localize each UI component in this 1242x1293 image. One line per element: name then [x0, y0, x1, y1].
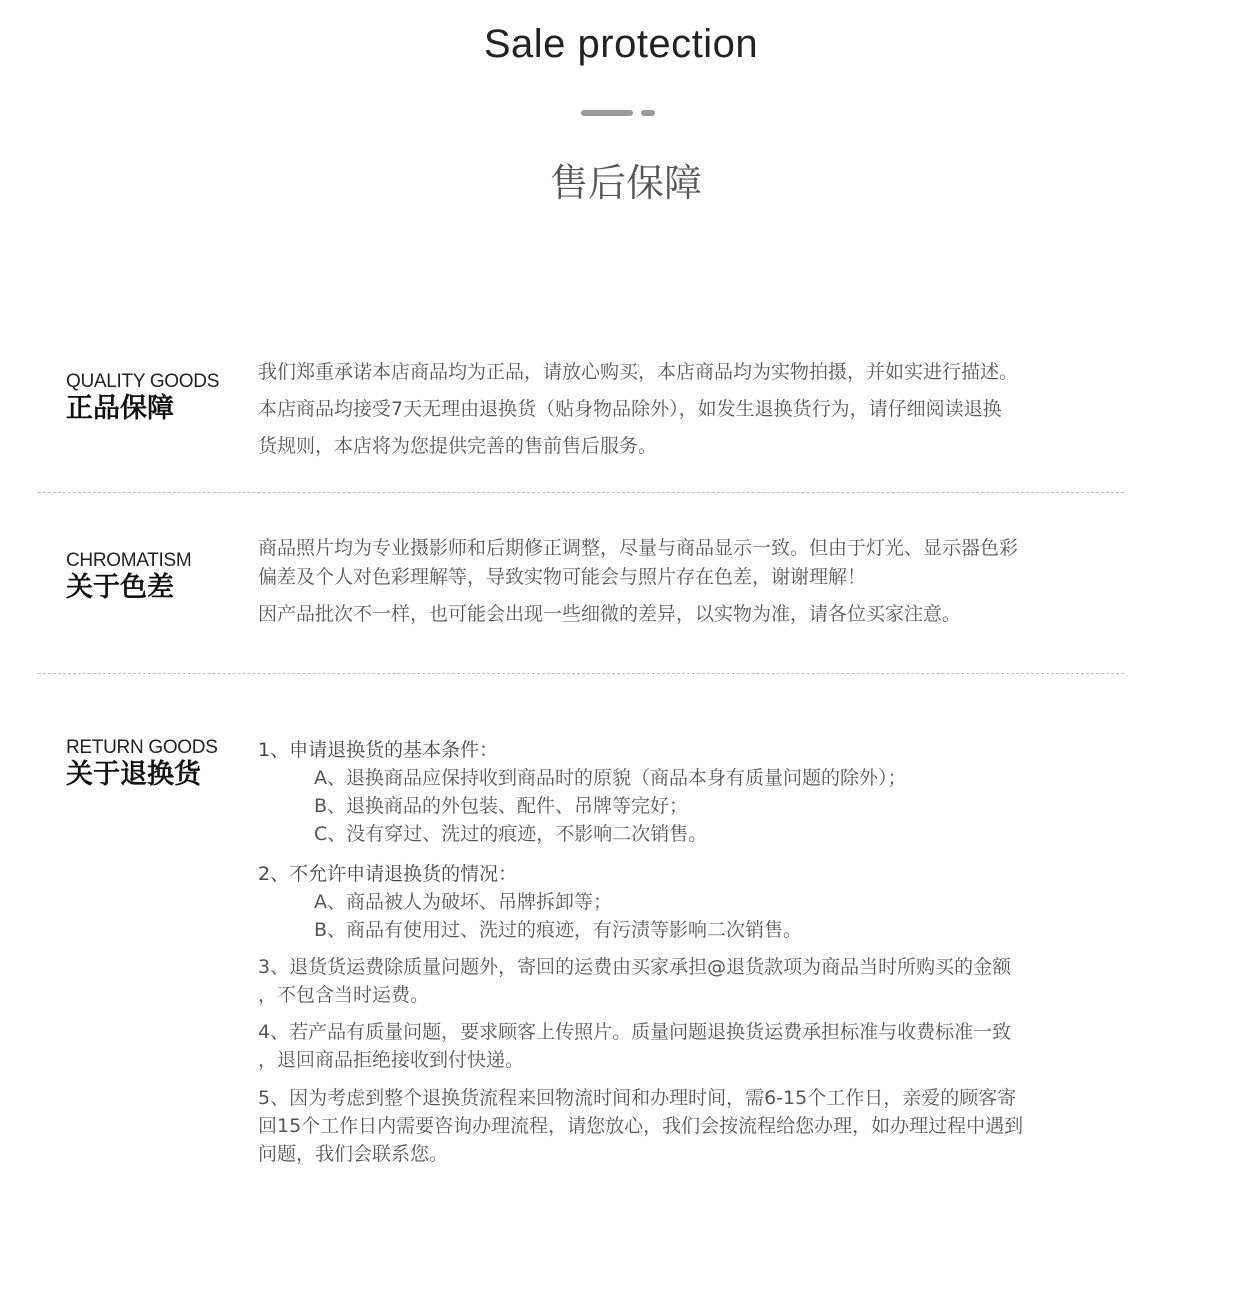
return-label-cn: 关于退换货 — [66, 759, 201, 790]
return-item-line: 回15个工作日内需要咨询办理流程，请您放心，我们会按流程给您办理，如办理过程中遇到 — [258, 1115, 1024, 1137]
quality-line: 我们郑重承诺本店商品均为正品，请放心购买，本店商品均为实物拍摄，并如实进行描述。 — [258, 361, 1019, 383]
quality-content — [258, 354, 1128, 465]
return-label-en: RETURN GOODS — [66, 737, 218, 758]
return-sub-item: A、商品被人为破坏、吊牌拆卸等； — [314, 891, 612, 913]
chromatism-label-en: CHROMATISM — [66, 550, 192, 571]
page-title-en: Sale protection — [483, 22, 759, 66]
return-item-line: 3、退货货运费除质量问题外，寄回的运费由买家承担@退货款项为商品当时所购买的金额 — [258, 956, 1012, 978]
chromatism-line: 商品照片均为专业摄影师和后期修正调整，尽量与商品显示一致。但由于灯光、显示器色彩 — [258, 537, 1019, 559]
return-sub-item: A、退换商品应保持收到商品时的原貌（商品本身有质量问题的除外）； — [314, 767, 907, 789]
quality-label-en: QUALITY GOODS — [66, 371, 220, 392]
return-item-3 — [258, 953, 1128, 1009]
chromatism-label-cn: 关于色差 — [66, 572, 174, 603]
chromatism-line: 偏差及个人对色彩理解等，导致实物可能会与照片存在色差，谢谢理解！ — [258, 566, 867, 588]
return-sub-item: B、商品有使用过、洗过的痕迹，有污渍等影响二次销售。 — [314, 919, 803, 941]
return-item-line: 4、若产品有质量问题，要求顾客上传照片。质量问题退换货运费承担标准与收费标准一致 — [258, 1021, 1012, 1043]
chromatism-content — [258, 534, 1128, 629]
chromatism-line: 因产品批次不一样，也可能会出现一些细微的差异，以实物为准，请各位买家注意。 — [258, 603, 962, 625]
return-item-4 — [258, 1018, 1128, 1074]
return-item-line: 5、因为考虑到整个退换货流程来回物流时间和办理时间，需6-15个工作日，亲爱的顾客寄 — [258, 1087, 1017, 1109]
return-item-heading: 2、不允许申请退换货的情况： — [258, 863, 518, 885]
return-sub-item: B、退换商品的外包装、配件、吊牌等完好； — [314, 795, 689, 817]
return-item-line: ，退回商品拒绝接收到付快递。 — [258, 1049, 525, 1071]
quality-section-label — [66, 371, 246, 425]
return-content — [258, 736, 1128, 1168]
return-item-line: ，不包含当时运费。 — [258, 984, 430, 1006]
return-sub-item: C、没有穿过、洗过的痕迹，不影响二次销售。 — [314, 823, 708, 845]
quality-line: 货规则，本店将为您提供完善的售前售后服务。 — [258, 435, 658, 457]
page-title-cn: 售后保障 — [549, 161, 702, 205]
return-item-heading: 1、申请退换货的基本条件： — [258, 739, 499, 761]
return-section-label — [66, 737, 246, 791]
quality-line: 本店商品均接受7天无理由退换货（贴身物品除外），如发生退换货行为，请仔细阅读退换 — [258, 398, 1002, 420]
return-item-1 — [258, 736, 1128, 848]
return-item-2 — [258, 860, 1128, 944]
section-divider — [38, 492, 1124, 493]
return-item-5 — [258, 1084, 1128, 1168]
title-divider-short — [641, 110, 655, 116]
title-divider-long — [581, 110, 633, 116]
chromatism-section-label — [66, 550, 246, 604]
return-item-line: 问题，我们会联系您。 — [258, 1143, 449, 1165]
section-divider — [38, 673, 1124, 674]
quality-label-cn: 正品保障 — [66, 393, 174, 424]
